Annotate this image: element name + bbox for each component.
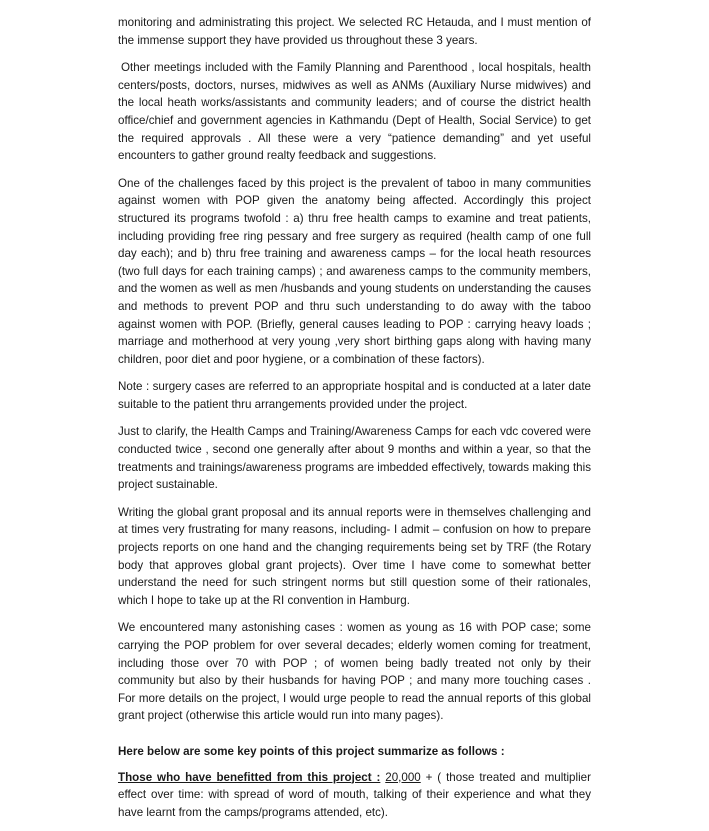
paragraph-astonishing-cases: We encountered many astonishing cases : women as young as 16 with POP case; some carrying the POP problem for over several decades; elderly women coming for treatment, including those over 70 with POP ; of women being badly treated not only by their community but also by their husbands for having POP ; and many more touching cases . For more details on the project, I would urge people to read the annual reports of this global grant project (otherwise this article would run into many pages). xyxy=(118,621,591,723)
beneficiaries-number: 20,000 xyxy=(385,770,421,784)
paragraph-grant-writing: Writing the global grant proposal and its annual reports were in themselves challenging and at times very frustrating for many reasons, including- I admit – confusion on how to prepare projects reports on one hand and the changing requirements being set by TRF (the Rotary body that approves global grant projects). Over time I have come to somewhat better understand the need for such stringent norms but still question some of their rationales, which I hope to take up at the RI convention in Hamburg. xyxy=(118,505,591,607)
paragraph-clarify-camps: Just to clarify, the Health Camps and Training/Awareness Camps for each vdc covered were conducted twice , second one generally after about 9 months and within a year, so that the treatments and trainings/awareness programs are imbedded effectively, towards making this project sustainable. xyxy=(118,425,591,492)
beneficiaries-label: Those who have benefitted from this project : xyxy=(118,770,381,784)
key-points-heading: Here below are some key points of this project summarize as follows : xyxy=(118,744,505,758)
paragraph-note-surgery: Note : surgery cases are referred to an appropriate hospital and is conducted at a later date suitable to the patient thru arrangements provided under the project. xyxy=(118,380,591,411)
paragraph-other-meetings: Other meetings included with the Family Planning and Parenthood , local hospitals, health centers/posts, doctors, nurses, midwives as well as ANMs (Auxiliary Nurse midwives) and the local heath works/assistants and community leaders; and of course the district health office/chief and government agencies in Kathmandu (Dept of Health, Social Service) to get the required approvals . All these were a very “patience demanding” and yet useful encounters to gather ground realty feedback and suggestions. xyxy=(118,61,591,163)
paragraph-beneficiaries xyxy=(118,769,591,822)
paragraph-project-monitoring: monitoring and administrating this project. We selected RC Hetauda, and I must mention of the immense support they have provided us throughout these 3 years. xyxy=(118,16,591,47)
beneficiaries-description: + ( those treated and multiplier effect over time: with spread of word of mouth, talking of their experience and what they have learnt from the camps/programs attended, etc). xyxy=(118,770,591,819)
document-page xyxy=(118,14,591,831)
paragraph-challenges: One of the challenges faced by this project is the prevalent of taboo in many communities against women with POP given the anatomy being affected. Accordingly this project structured its programs twofold : a) thru free health camps to examine and treat patients, including providing free ring pessary and free surgery as required (health camp of one full day each); and b) thru free training and awareness camps – for the local heath resources (two full days for each training camps) ; and awareness camps to the community members, and the women as well as men /husbands and young students on understanding the causes and methods to prevent POP and thru such understanding to do away with the taboo against women with POP. (Briefly, general causes leading to POP : carrying heavy loads ; marriage and motherhood at very young ,very short birthing gaps along with having many children, poor diet and poor hygiene, or a combination of these factors). xyxy=(118,176,591,366)
